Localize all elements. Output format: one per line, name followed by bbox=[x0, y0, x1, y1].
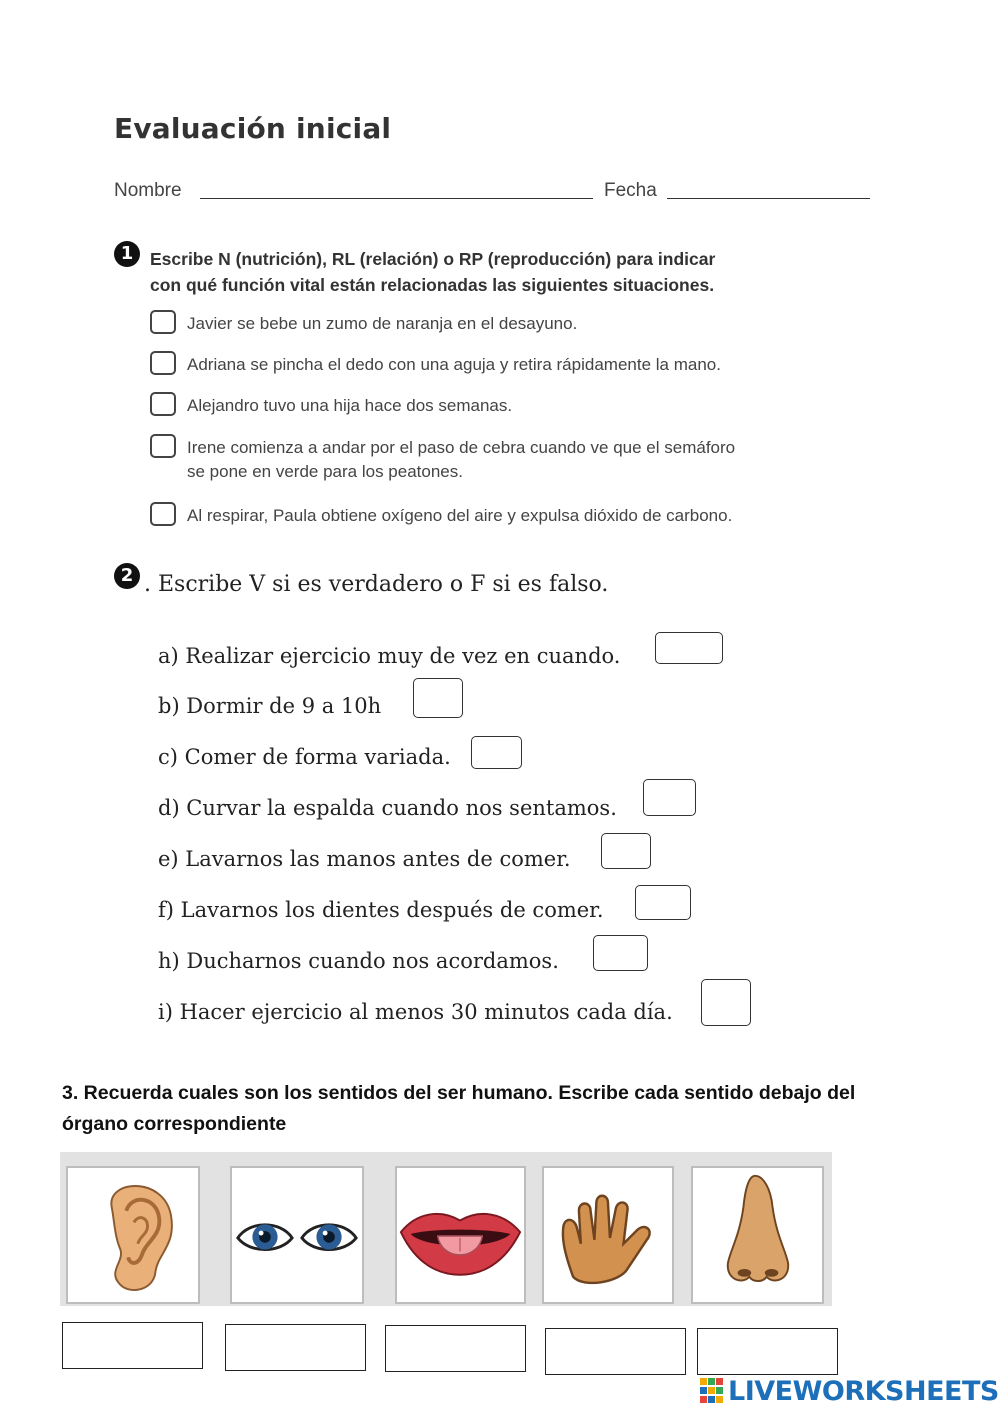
item-text: Irene comienza a andar por el paso de cebra cuando ve que el semáforo bbox=[187, 438, 736, 457]
item-text: Al respirar, Paula obtiene oxígeno del aire y expulsa dióxido de carbono. bbox=[187, 506, 733, 525]
answer-box[interactable] bbox=[601, 833, 651, 869]
answer-box[interactable] bbox=[593, 935, 648, 971]
sense-answer-box-5[interactable] bbox=[697, 1328, 838, 1375]
question-3-prompt bbox=[62, 1078, 912, 1140]
eyes-image bbox=[230, 1166, 364, 1304]
sense-answer-box-1[interactable] bbox=[62, 1322, 203, 1369]
ear-image bbox=[66, 1166, 200, 1304]
item-text-line-2: se pone en verde para los peatones. bbox=[187, 462, 463, 481]
question-1-prompt-line-1: Escribe N (nutrición), RL (relación) o RP (reproducción) para indicar bbox=[150, 249, 716, 269]
item-text: b) Dormir de 9 a 10h bbox=[158, 694, 382, 718]
sense-answer-box-2[interactable] bbox=[225, 1324, 366, 1371]
liveworksheets-logo bbox=[700, 1376, 999, 1410]
answer-box[interactable] bbox=[471, 736, 522, 769]
item-text: Alejandro tuvo una hija hace dos semanas. bbox=[187, 396, 513, 415]
answer-box[interactable] bbox=[701, 979, 751, 1026]
sense-answer-box-4[interactable] bbox=[545, 1328, 686, 1375]
answer-checkbox[interactable] bbox=[150, 434, 176, 458]
item-text: c) Comer de forma variada. bbox=[158, 745, 451, 769]
question-1-prompt-line-2: con qué función vital están relacionadas las siguientes situaciones. bbox=[150, 275, 715, 295]
question-1-number: 1 bbox=[114, 241, 140, 267]
question-2-prompt: . Escribe V si es verdadero o F si es falso. bbox=[144, 572, 609, 597]
answer-checkbox[interactable] bbox=[150, 502, 176, 526]
item-text: Javier se bebe un zumo de naranja en el desayuno. bbox=[187, 314, 578, 333]
answer-checkbox[interactable] bbox=[150, 392, 176, 416]
answer-box[interactable] bbox=[655, 632, 723, 664]
nose-image bbox=[691, 1166, 824, 1304]
name-label: Nombre bbox=[114, 180, 182, 201]
item-text: i) Hacer ejercicio al menos 30 minutos cada día. bbox=[158, 1000, 673, 1024]
item-text: a) Realizar ejercicio muy de vez en cuando. bbox=[158, 644, 621, 668]
answer-checkbox[interactable] bbox=[150, 351, 176, 375]
answer-box[interactable] bbox=[643, 779, 696, 816]
answer-box[interactable] bbox=[635, 885, 691, 920]
page-title: Evaluación inicial bbox=[114, 112, 392, 145]
answer-box[interactable] bbox=[413, 678, 463, 718]
item-text: Adriana se pincha el dedo con una aguja y retira rápidamente la mano. bbox=[187, 355, 721, 374]
liveworksheets-wordmark: LIVEWORKSHEETS bbox=[728, 1376, 999, 1407]
answer-checkbox[interactable] bbox=[150, 310, 176, 334]
question-3-prompt-line-2: órgano correspondiente bbox=[62, 1113, 287, 1135]
question-1-prompt bbox=[150, 246, 850, 298]
sense-answer-box-3[interactable] bbox=[385, 1325, 526, 1372]
item-text: e) Lavarnos las manos antes de comer. bbox=[158, 847, 571, 871]
hand-image bbox=[542, 1166, 674, 1304]
date-field[interactable] bbox=[667, 198, 870, 199]
question-3-prompt-line-1: 3. Recuerda cuales son los sentidos del ser humano. Escribe cada sentido debajo del bbox=[62, 1082, 856, 1104]
liveworksheets-icon bbox=[700, 1378, 724, 1404]
name-date-row bbox=[114, 178, 874, 208]
item-text: f) Lavarnos los dientes después de comer. bbox=[158, 898, 604, 922]
mouth-image bbox=[395, 1166, 526, 1304]
item-text: h) Ducharnos cuando nos acordamos. bbox=[158, 949, 559, 973]
name-field[interactable] bbox=[200, 198, 593, 199]
item-text: d) Curvar la espalda cuando nos sentamos. bbox=[158, 796, 617, 820]
question-2-number: 2 bbox=[114, 563, 140, 589]
date-label: Fecha bbox=[604, 180, 657, 201]
